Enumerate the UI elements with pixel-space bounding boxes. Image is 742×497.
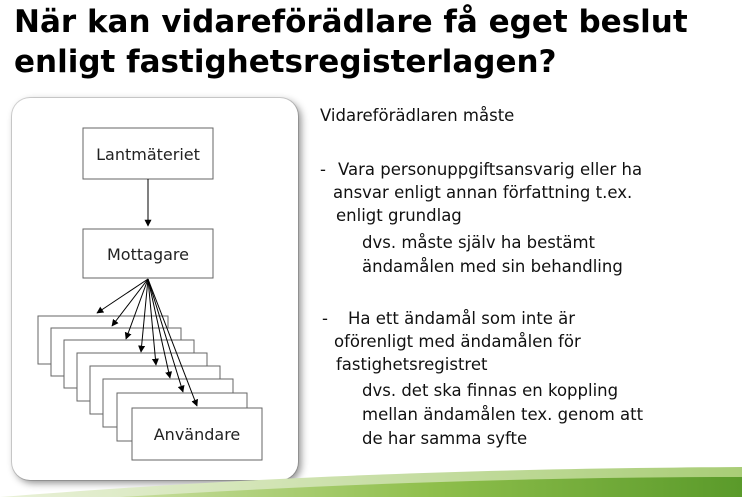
middle-box-label: Mottagare xyxy=(107,245,189,264)
point-2-line-1: Ha ett ändamål som inte är xyxy=(348,309,576,328)
point-2-sub-line-3: de har samma syfte xyxy=(362,429,528,448)
point-2-line-3: fastighetsregistret xyxy=(336,355,488,374)
intro-text: Vidareförädlaren måste xyxy=(320,106,515,125)
slide-title-line-1: När kan vidareförädlare få eget beslut xyxy=(14,4,688,40)
point-1-dash: - xyxy=(320,160,326,179)
point-2-sub xyxy=(362,379,643,451)
fan-arrow xyxy=(97,279,148,313)
point-2-sub-line-2: mellan ändamålen tex. genom att xyxy=(362,405,644,424)
point-1-text xyxy=(338,158,642,182)
decorative-green-swoosh xyxy=(0,455,742,497)
point-1-line-3: enligt grundlag xyxy=(336,206,462,225)
point-2-sub-line-1: dvs. det ska finnas en koppling xyxy=(362,381,619,400)
point-1-line-1: Vara personuppgiftsansvarig eller ha xyxy=(338,160,643,179)
top-box-label: Lantmäteriet xyxy=(96,145,200,164)
point-1-sub-line-1: dvs. måste själv ha bestämt xyxy=(362,233,596,252)
point-2-dash: - xyxy=(322,309,328,328)
bottom-box-label: Användare xyxy=(153,425,241,444)
point-2-line-2: oförenligt med ändamålen för xyxy=(334,332,581,351)
slide-title-line-2: enligt fastighetsregisterlagen? xyxy=(14,44,557,80)
point-1-sub-line-2: ändamålen med sin behandling xyxy=(362,257,623,276)
point-1-sub xyxy=(362,231,623,279)
point-1-line-2: ansvar enligt annan författning t.ex. xyxy=(333,183,633,202)
